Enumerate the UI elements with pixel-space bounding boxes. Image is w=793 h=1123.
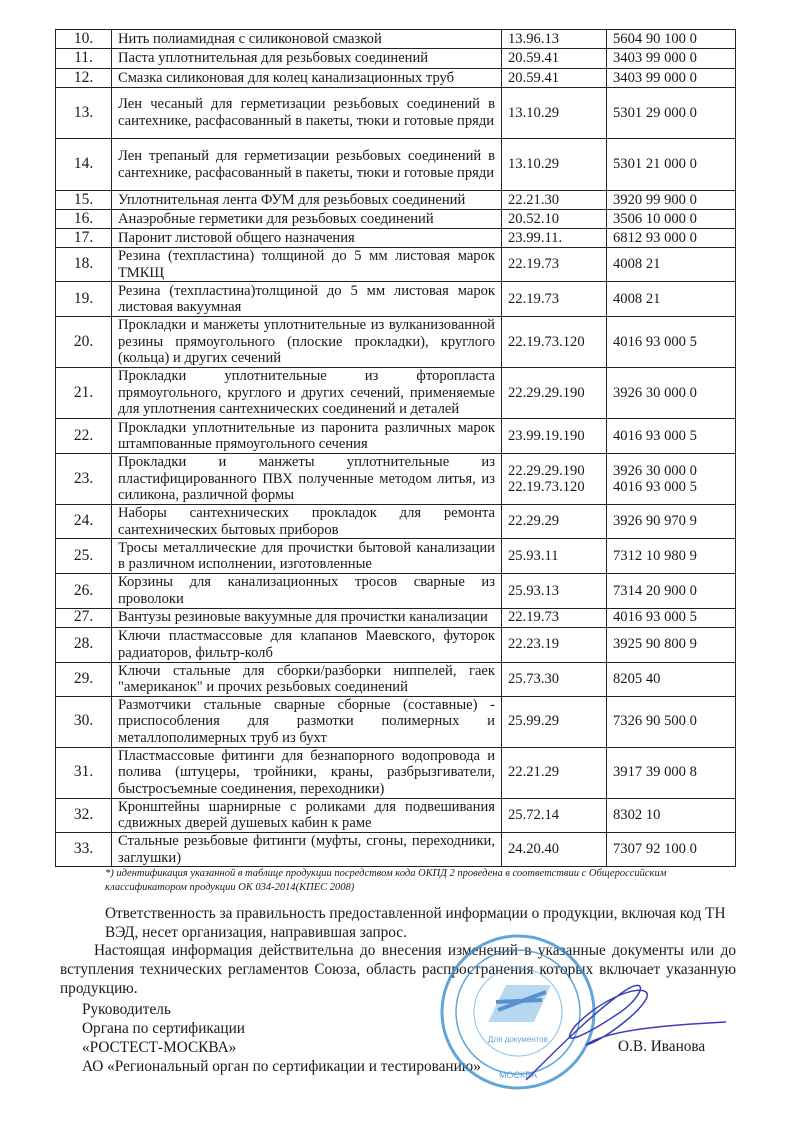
row-number: 14. (56, 139, 112, 191)
okpd-code: 25.99.29 (502, 696, 607, 747)
table-row (56, 539, 736, 574)
product-name: Паста уплотнительная для резьбовых соединений (112, 49, 502, 69)
table-row (56, 191, 736, 210)
okpd-code: 22.21.29 (502, 747, 607, 798)
tnved-code: 4016 93 000 5 (607, 419, 736, 454)
tnved-code: 3926 90 970 9 (607, 505, 736, 539)
product-name: Резина (техпластина)толщиной до 5 мм листовая марок листовая вакуумная (112, 282, 502, 317)
signature-block (82, 1000, 481, 1076)
tnved-code: 7314 20 900 0 (607, 574, 736, 608)
table-row (56, 210, 736, 229)
row-number: 15. (56, 191, 112, 210)
responsibility-note: Ответственность за правильность предоставленной информации о продукции, включая код ТН ВЭД, несет организация, направившая запрос. (105, 905, 726, 941)
okpd-code: 20.59.41 (502, 69, 607, 88)
tnved-code: 4016 93 000 5 (607, 608, 736, 627)
okpd-code: 22.21.30 (502, 191, 607, 210)
products-table (55, 29, 736, 867)
product-name: Лен трепаный для герметизации резьбовых соединений в сантехнике, расфасованный в пакеты, тюки и готовые пряди (112, 139, 502, 191)
row-number: 24. (56, 505, 112, 539)
signer-organ: Органа по сертификации (82, 1020, 245, 1037)
okpd-code: 25.72.14 (502, 798, 607, 832)
table-row (56, 627, 736, 662)
table-row (56, 662, 736, 696)
row-number: 19. (56, 282, 112, 317)
signer-name: О.В. Иванова (618, 1038, 706, 1055)
tnved-code: 3925 90 800 9 (607, 627, 736, 662)
table-row (56, 368, 736, 419)
okpd-code: 22.19.73 (502, 608, 607, 627)
product-name: Наборы сантехнических прокладок для ремонта сантехнических бытовых приборов (112, 505, 502, 539)
tnved-code: 3403 99 000 0 (607, 49, 736, 69)
table-row (56, 798, 736, 832)
tnved-code: 4008 21 (607, 282, 736, 317)
product-name: Смазка силиконовая для колец канализационных труб (112, 69, 502, 88)
row-number: 23. (56, 454, 112, 505)
tnved-code: 3917 39 000 8 (607, 747, 736, 798)
row-number: 18. (56, 248, 112, 282)
okpd-code: 25.93.13 (502, 574, 607, 608)
row-number: 10. (56, 30, 112, 49)
product-name: Прокладки и манжеты уплотнительные из вулканизованной резины прямоугольного (плоские прокладки), круглого (кольца) и других сечений (112, 317, 502, 368)
table-row (56, 419, 736, 454)
tnved-code: 3926 30 000 0 4016 93 000 5 (607, 454, 736, 505)
row-number: 33. (56, 832, 112, 866)
okpd-code: 24.20.40 (502, 832, 607, 866)
row-number: 11. (56, 49, 112, 69)
signer-org-name: «РОСТЕСТ-МОСКВА» (82, 1039, 237, 1056)
product-name: Нить полиамидная с силиконовой смазкой (112, 30, 502, 49)
product-name: Пластмассовые фитинги для безнапорного водопровода и полива (штуцеры, тройники, краны, разбрызгиватели, быстросъемные соединения, переходники) (112, 747, 502, 798)
tnved-code: 8205 40 (607, 662, 736, 696)
okpd-code: 13.10.29 (502, 88, 607, 139)
product-name: Лен чесаный для герметизации резьбовых соединений в сантехнике, расфасованный в пакеты, тюки и готовые пряди (112, 88, 502, 139)
product-name: Прокладки и манжеты уплотнительные из пластифицированного ПВХ полученные методом литья, из силикона, различной формы (112, 454, 502, 505)
row-number: 21. (56, 368, 112, 419)
table-row (56, 30, 736, 49)
tnved-code: 7312 10 980 9 (607, 539, 736, 574)
tnved-code: 3506 10 000 0 (607, 210, 736, 229)
row-number: 27. (56, 608, 112, 627)
table-row (56, 69, 736, 88)
tnved-code: 4016 93 000 5 (607, 317, 736, 368)
okpd-code: 23.99.19.190 (502, 419, 607, 454)
product-name: Анаэробные герметики для резьбовых соединений (112, 210, 502, 229)
signer-company: АО «Региональный орган по сертификации и тестированию» (82, 1058, 481, 1075)
row-number: 31. (56, 747, 112, 798)
row-number: 22. (56, 419, 112, 454)
table-row (56, 248, 736, 282)
product-name: Кронштейны шарнирные с роликами для подвешивания сдвижных дверей душевых кабин к раме (112, 798, 502, 832)
product-name: Ключи пластмассовые для клапанов Маевского, футорок радиаторов, фильтр-колб (112, 627, 502, 662)
table-row (56, 317, 736, 368)
table-row (56, 505, 736, 539)
okpd-code: 22.19.73 (502, 282, 607, 317)
svg-text:Для документов: Для документов (488, 1035, 548, 1044)
okpd-code: 25.73.30 (502, 662, 607, 696)
tnved-code: 3926 30 000 0 (607, 368, 736, 419)
product-name: Ключи стальные для сборки/разборки ниппелей, гаек "американок" и прочих резьбовых соединений (112, 662, 502, 696)
okpd-code: 13.10.29 (502, 139, 607, 191)
okpd-code: 20.52.10 (502, 210, 607, 229)
okpd-code: 22.29.29.190 (502, 368, 607, 419)
okpd-code: 25.93.11 (502, 539, 607, 574)
row-number: 29. (56, 662, 112, 696)
row-number: 13. (56, 88, 112, 139)
table-row (56, 229, 736, 248)
tnved-code: 6812 93 000 0 (607, 229, 736, 248)
product-name: Корзины для канализационных тросов сварные из проволоки (112, 574, 502, 608)
tnved-code: 3920 99 900 0 (607, 191, 736, 210)
okpd-code: 22.29.29 (502, 505, 607, 539)
product-name: Прокладки уплотнительные из паронита различных марок штампованные прямоугольного сечения (112, 419, 502, 454)
table-row (56, 139, 736, 191)
tnved-code: 5604 90 100 0 (607, 30, 736, 49)
product-name: Размотчики стальные сварные сборные (составные) - приспособления для размотки полимерных и металлополимерных труб из бухт (112, 696, 502, 747)
row-number: 20. (56, 317, 112, 368)
okpd-code: 20.59.41 (502, 49, 607, 69)
table-row (56, 49, 736, 69)
signer-position: Руководитель (82, 1001, 171, 1018)
table-row (56, 88, 736, 139)
okpd-code: 22.19.73 (502, 248, 607, 282)
tnved-code: 5301 21 000 0 (607, 139, 736, 191)
svg-text:МОСКВА: МОСКВА (499, 1070, 537, 1080)
table-row (56, 454, 736, 505)
tnved-code: 7326 90 500 0 (607, 696, 736, 747)
tnved-code: 3403 99 000 0 (607, 69, 736, 88)
table-row (56, 696, 736, 747)
tnved-code: 4008 21 (607, 248, 736, 282)
product-name: Вантузы резиновые вакуумные для прочистки канализации (112, 608, 502, 627)
tnved-code: 8302 10 (607, 798, 736, 832)
row-number: 28. (56, 627, 112, 662)
okpd-code: 22.23.19 (502, 627, 607, 662)
row-number: 26. (56, 574, 112, 608)
row-number: 17. (56, 229, 112, 248)
okpd-code: 22.29.29.190 22.19.73.120 (502, 454, 607, 505)
product-name: Прокладки уплотнительные из фторопласта прямоугольного, круглого и других сечений, применяемые для уплотнения сантехнических соединений и деталей (112, 368, 502, 419)
row-number: 32. (56, 798, 112, 832)
table-row (56, 747, 736, 798)
table-row (56, 608, 736, 627)
validity-note: Настоящая информация действительна до внесения изменений в указанные документы или до вступления технических регламентов Союза, область распространения которых включает указанную продукцию. (60, 942, 736, 997)
okpd-code: 23.99.11. (502, 229, 607, 248)
okpd-code: 22.19.73.120 (502, 317, 607, 368)
handwritten-signature (526, 985, 726, 1080)
product-name: Уплотнительная лента ФУМ для резьбовых соединений (112, 191, 502, 210)
row-number: 16. (56, 210, 112, 229)
table-row (56, 832, 736, 866)
footnote: *) идентификация указанной в таблице продукции посредством кода ОКПД 2 проведена в соответствии с Общероссийским классификатором продукции ОК 034-2014(КПЕС 2008) (105, 868, 667, 893)
official-stamp (436, 930, 736, 1100)
table-row (56, 574, 736, 608)
table-row (56, 282, 736, 317)
product-name: Стальные резьбовые фитинги (муфты, сгоны, переходники, заглушки) (112, 832, 502, 866)
tnved-code: 5301 29 000 0 (607, 88, 736, 139)
row-number: 25. (56, 539, 112, 574)
product-name: Паронит листовой общего назначения (112, 229, 502, 248)
tnved-code: 7307 92 100 0 (607, 832, 736, 866)
okpd-code: 13.96.13 (502, 30, 607, 49)
row-number: 12. (56, 69, 112, 88)
product-name: Резина (техпластина) толщиной до 5 мм листовая марок ТМКЩ (112, 248, 502, 282)
product-name: Тросы металлические для прочистки бытовой канализации в различном исполнении, изготовленные (112, 539, 502, 574)
stamp-seal (442, 936, 594, 1088)
row-number: 30. (56, 696, 112, 747)
